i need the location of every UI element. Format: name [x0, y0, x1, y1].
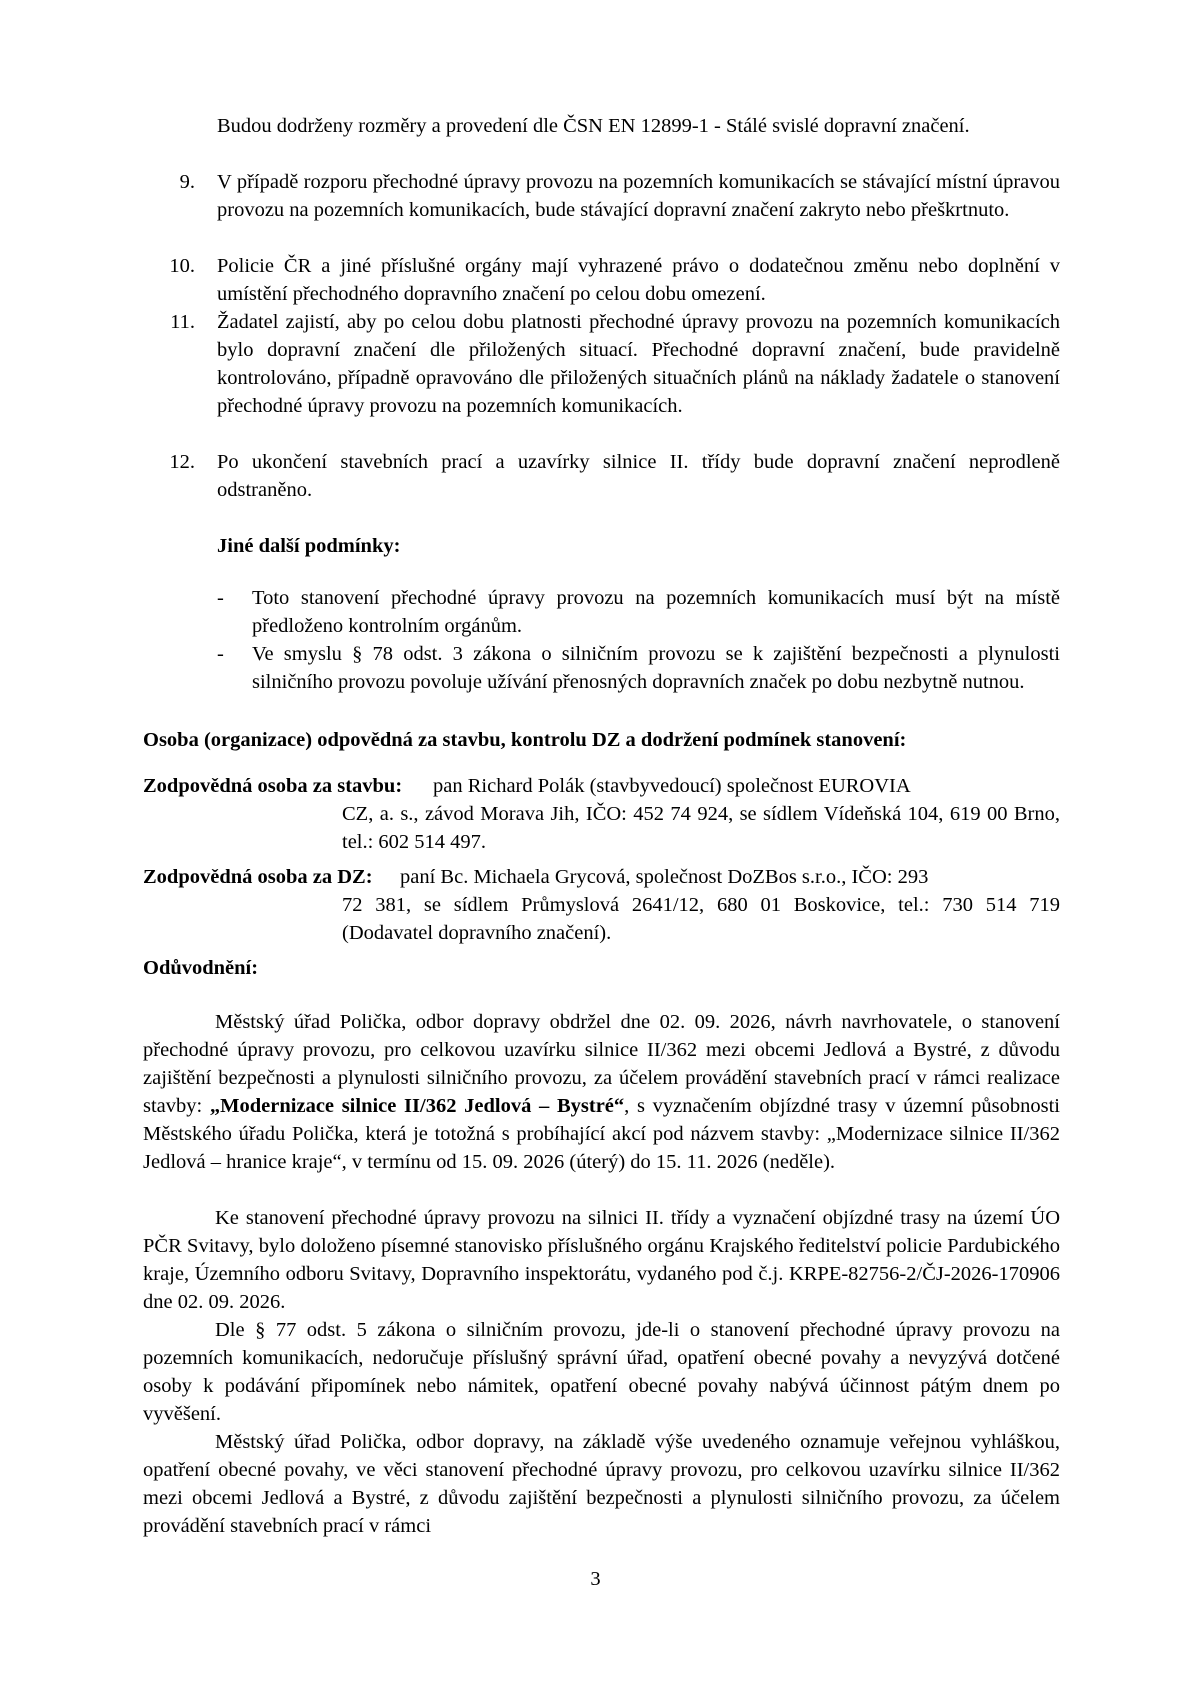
condition-item: Ve smyslu § 78 odst. 3 zákona o silničním provozu se k zajištění bezpečnosti a plynulosti silničního provozu povoluje užívání přenosných dopravních značek po dobu nezbytně nutnou. — [252, 643, 1060, 693]
numbered-item: Po ukončení stavebních prací a uzavírky silnice II. třídy bude dopravní značení neprodleně odstraněno. — [217, 451, 1060, 501]
justification-heading: Odůvodnění: — [143, 957, 259, 979]
condition-item: Toto stanovení přechodné úpravy provozu na pozemních komunikacích musí být na místě předloženo kontrolním orgánům. — [252, 587, 1060, 637]
bullet-dash: - — [217, 587, 224, 609]
justification-paragraph-4: Městský úřad Polička, odbor dopravy, na základě výše uvedeného oznamuje veřejnou vyhláškou, opatření obecné povahy, ve věci stanovení přechodné úpravy provozu, pro celkovou uzavírku silnice II/362 mezi obcemi Jedlová a Bystré, z důvodu zajištění bezpečnosti a plynulosti silničního provozu, za účelem provádění stavebních prací v rámci — [143, 1431, 1060, 1537]
page-number: 3 — [590, 1568, 601, 1590]
responsible-heading: Osoba (organizace) odpovědná za stavbu, kontrolu DZ a dodržení podmínek stanovení: — [143, 729, 907, 751]
item-number: 10. — [169, 255, 195, 277]
other-conditions-heading: Jiné další podmínky: — [217, 535, 401, 557]
responsible-dz-first: paní Bc. Michaela Grycová, společnost DoZBos s.r.o., IČO: 293 — [400, 866, 929, 888]
project-name: „Modernizace silnice II/362 Jedlová – Bystré“ — [209, 1095, 625, 1117]
numbered-item: V případě rozporu přechodné úpravy provozu na pozemních komunikacích se stávající místní úpravou provozu na pozemních komunikacích, bude stávající dopravní značení zakryto nebo přeškrtnuto. — [217, 171, 1060, 221]
item-number: 11. — [170, 311, 195, 333]
responsible-build-label: Zodpovědná osoba za stavbu: — [143, 775, 403, 797]
responsible-dz-rest: 72 381, se sídlem Průmyslová 2641/12, 680 01 Boskovice, tel.: 730 514 719 (Dodavatel dopravního značení). — [342, 894, 1060, 944]
justification-paragraph-2: Ke stanovení přechodné úpravy provozu na silnici II. třídy a vyznačení objízdné trasy na území ÚO PČR Svitavy, bylo doloženo písemné stanovisko příslušného orgánu Krajského ředitelství policie Pardubického kraje, Územního odboru Svitavy, Dopravního inspektorátu, vydaného pod č.j. KRPE-82756-2/ČJ-2026-170906 dne 02. 09. 2026. — [143, 1207, 1060, 1313]
item-number: 12. — [169, 451, 195, 473]
justification-paragraph-1: Městský úřad Polička, odbor dopravy obdržel dne 02. 09. 2026, návrh navrhovatele, o stanovení přechodné úpravy provozu, pro celkovou uzavírku silnice II/362 mezi obcemi Jedlová a Bystré, z důvodu zajištění bezpečnosti a plynulosti silničního provozu, za účelem provádění stavebních prací v rámci realizace stavby: „Modernizace silnice II/362 Jedlová – Bystré“, s vyznačením objízdné trasy v územní působnosti Městského úřadu Polička, která je totožná s probíhající akcí pod názvem stavby: „Modernizace silnice II/362 Jedlová – hranice kraje“, v termínu od 15. 09. 2026 (úterý) do 15. 11. 2026 (neděle). — [143, 1011, 1061, 1173]
numbered-item: Policie ČR a jiné příslušné orgány mají vyhrazené právo o dodatečnou změnu nebo doplnění v umístění přechodného dopravního značení po celou dobu omezení. — [217, 255, 1060, 305]
justification-paragraph-3: Dle § 77 odst. 5 zákona o silničním provozu, jde-li o stanovení přechodné úpravy provozu na pozemních komunikacích, nedoručuje příslušný správní úřad, opatření obecné povahy a nevyzývá dotčené osoby k podávání připomínek nebo námitek, opatření obecné povahy nabývá účinnost pátým dnem po vyvěšení. — [143, 1319, 1060, 1425]
bullet-dash: - — [217, 643, 224, 665]
responsible-build-first: pan Richard Polák (stavbyvedoucí) společnost EUROVIA — [433, 775, 911, 797]
responsible-build-rest: CZ, a. s., závod Morava Jih, IČO: 452 74 924, se sídlem Vídeňská 104, 619 00 Brno, tel.: 602 514 497. — [342, 803, 1060, 853]
numbered-item: Žadatel zajistí, aby po celou dobu platnosti přechodné úpravy provozu na pozemních komunikacích bylo dopravní značení dle přiložených situací. Přechodné dopravní značení, bude pravidelně kontrolováno, případně opravováno dle přiložených situačních plánů na náklady žadatele o stanovení přechodné úpravy provozu na pozemních komunikacích. — [217, 311, 1060, 417]
responsible-dz-label: Zodpovědná osoba za DZ: — [143, 866, 373, 888]
intro-line: Budou dodrženy rozměry a provedení dle ČSN EN 12899-1 - Stálé svislé dopravní značení. — [217, 115, 970, 137]
item-number: 9. — [179, 171, 195, 193]
